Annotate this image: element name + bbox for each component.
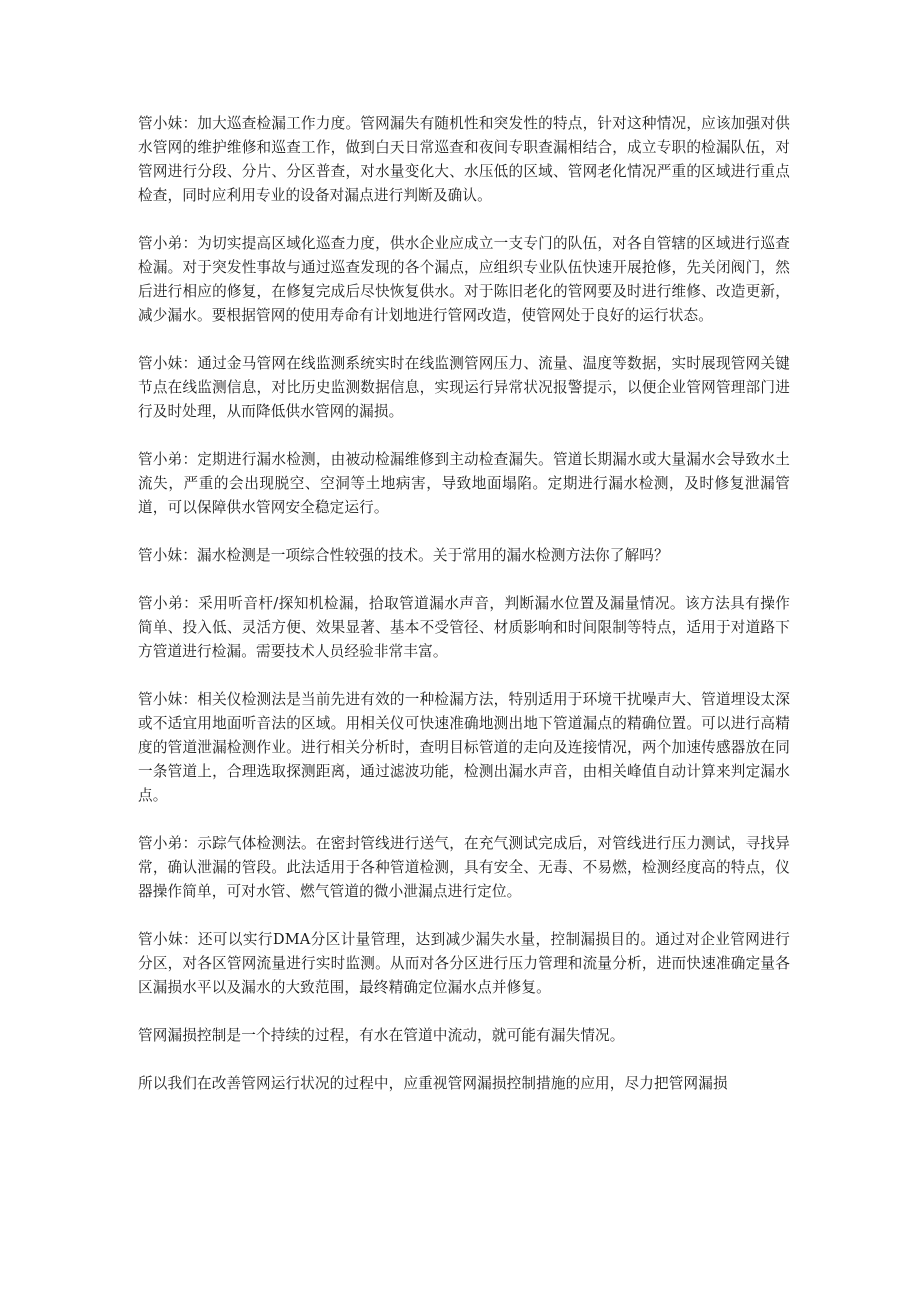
paragraph-regional-patrol: 管小弟：为切实提高区域化巡查力度，供水企业应成立一支专门的队伍，对各自管辖的区域进行巡查检漏。对于突发性事故与通过巡查发现的各个漏点，应组织专业队伍快速开展抢修，先关闭阀门，然后进行相应的修复，在修复完成后尽快恢复供水。对于陈旧老化的管网要及时进行维修、改造更新，减少漏水。要根据管网的使用寿命有计划地进行管网改造，使管网处于良好的运行状态。 xyxy=(138,235,790,324)
paragraph-listening-rod: 管小弟：采用听音杆/探知机检漏，拾取管道漏水声音，判断漏水位置及漏量情况。该方法具有操作简单、投入低、灵活方便、效果显著、基本不受管径、材质影响和时间限制等特点，适用于对道路下方管道进行检漏。需要技术人员经验非常丰富。 xyxy=(138,595,790,660)
paragraph-conclusion: 所以我们在改善管网运行状况的过程中，应重视管网漏损控制措施的应用，尽力把管网漏损 xyxy=(138,1075,728,1092)
paragraph-tracer-gas: 管小弟：示踪气体检测法。在密封管线进行送气，在充气测试完成后，对管线进行压力测试，寻找异常，确认泄漏的管段。此法适用于各种管道检测，具有安全、无毒、不易燃，检测经度高的特点，仪器操作简单，可对水管、燃气管道的微小泄漏点进行定位。 xyxy=(138,835,790,900)
paragraph-online-monitoring: 管小妹：通过金马管网在线监测系统实时在线监测管网压力、流量、温度等数据，实时展现管网关键节点在线监测信息，对比历史监测数据信息，实现运行异常状况报警提示，以便企业管网管理部门进行及时处理，从而降低供水管网的漏损。 xyxy=(138,355,790,420)
paragraph-correlator: 管小妹：相关仪检测法是当前先进有效的一种检漏方法，特别适用于环境干扰噪声大、管道埋设太深或不适宜用地面听音法的区域。用相关仪可快速准确地测出地下管道漏点的精确位置。可以进行高精度的管道泄漏检测作业。进行相关分析时，查明目标管道的走向及连接情况，两个加速传感器放在同一条管道上，合理选取探测距离，通过滤波功能，检测出漏水声音，由相关峰值自动计算来判定漏水点。 xyxy=(138,691,790,804)
paragraph-inspection-effort: 管小妹：加大巡查检漏工作力度。管网漏失有随机性和突发性的特点，针对这种情况，应该加强对供水管网的维护维修和巡查工作，做到白天日常巡查和夜间专职查漏相结合，成立专职的检漏队伍，对管网进行分段、分片、分区普查，对水量变化大、水压低的区域、管网老化情况严重的区域进行重点检查，同时应利用专业的设备对漏点进行判断及确认。 xyxy=(138,115,790,204)
paragraph-detection-question: 管小妹：漏水检测是一项综合性较强的技术。关于常用的漏水检测方法你了解吗？ xyxy=(138,547,669,564)
document-body xyxy=(138,112,790,1120)
paragraph-regular-detection: 管小弟：定期进行漏水检测，由被动检漏维修到主动检查漏失。管道长期漏水或大量漏水会导致水土流失，严重的会出现脱空、空洞等土地病害，导致地面塌陷。定期进行漏水检测，及时修复泄漏管道，可以保障供水管网安全稳定运行。 xyxy=(138,451,790,516)
paragraph-continuous-process: 管网漏损控制是一个持续的过程，有水在管道中流动，就可能有漏失情况。 xyxy=(138,1027,625,1044)
paragraph-dma: 管小妹：还可以实行DMA分区计量管理，达到减少漏失水量，控制漏损目的。通过对企业管网进行分区，对各区管网流量进行实时监测。从而对各分区进行压力管理和流量分析，进而快速准确定量各区漏损水平以及漏水的大致范围，最终精确定位漏水点并修复。 xyxy=(138,931,790,996)
